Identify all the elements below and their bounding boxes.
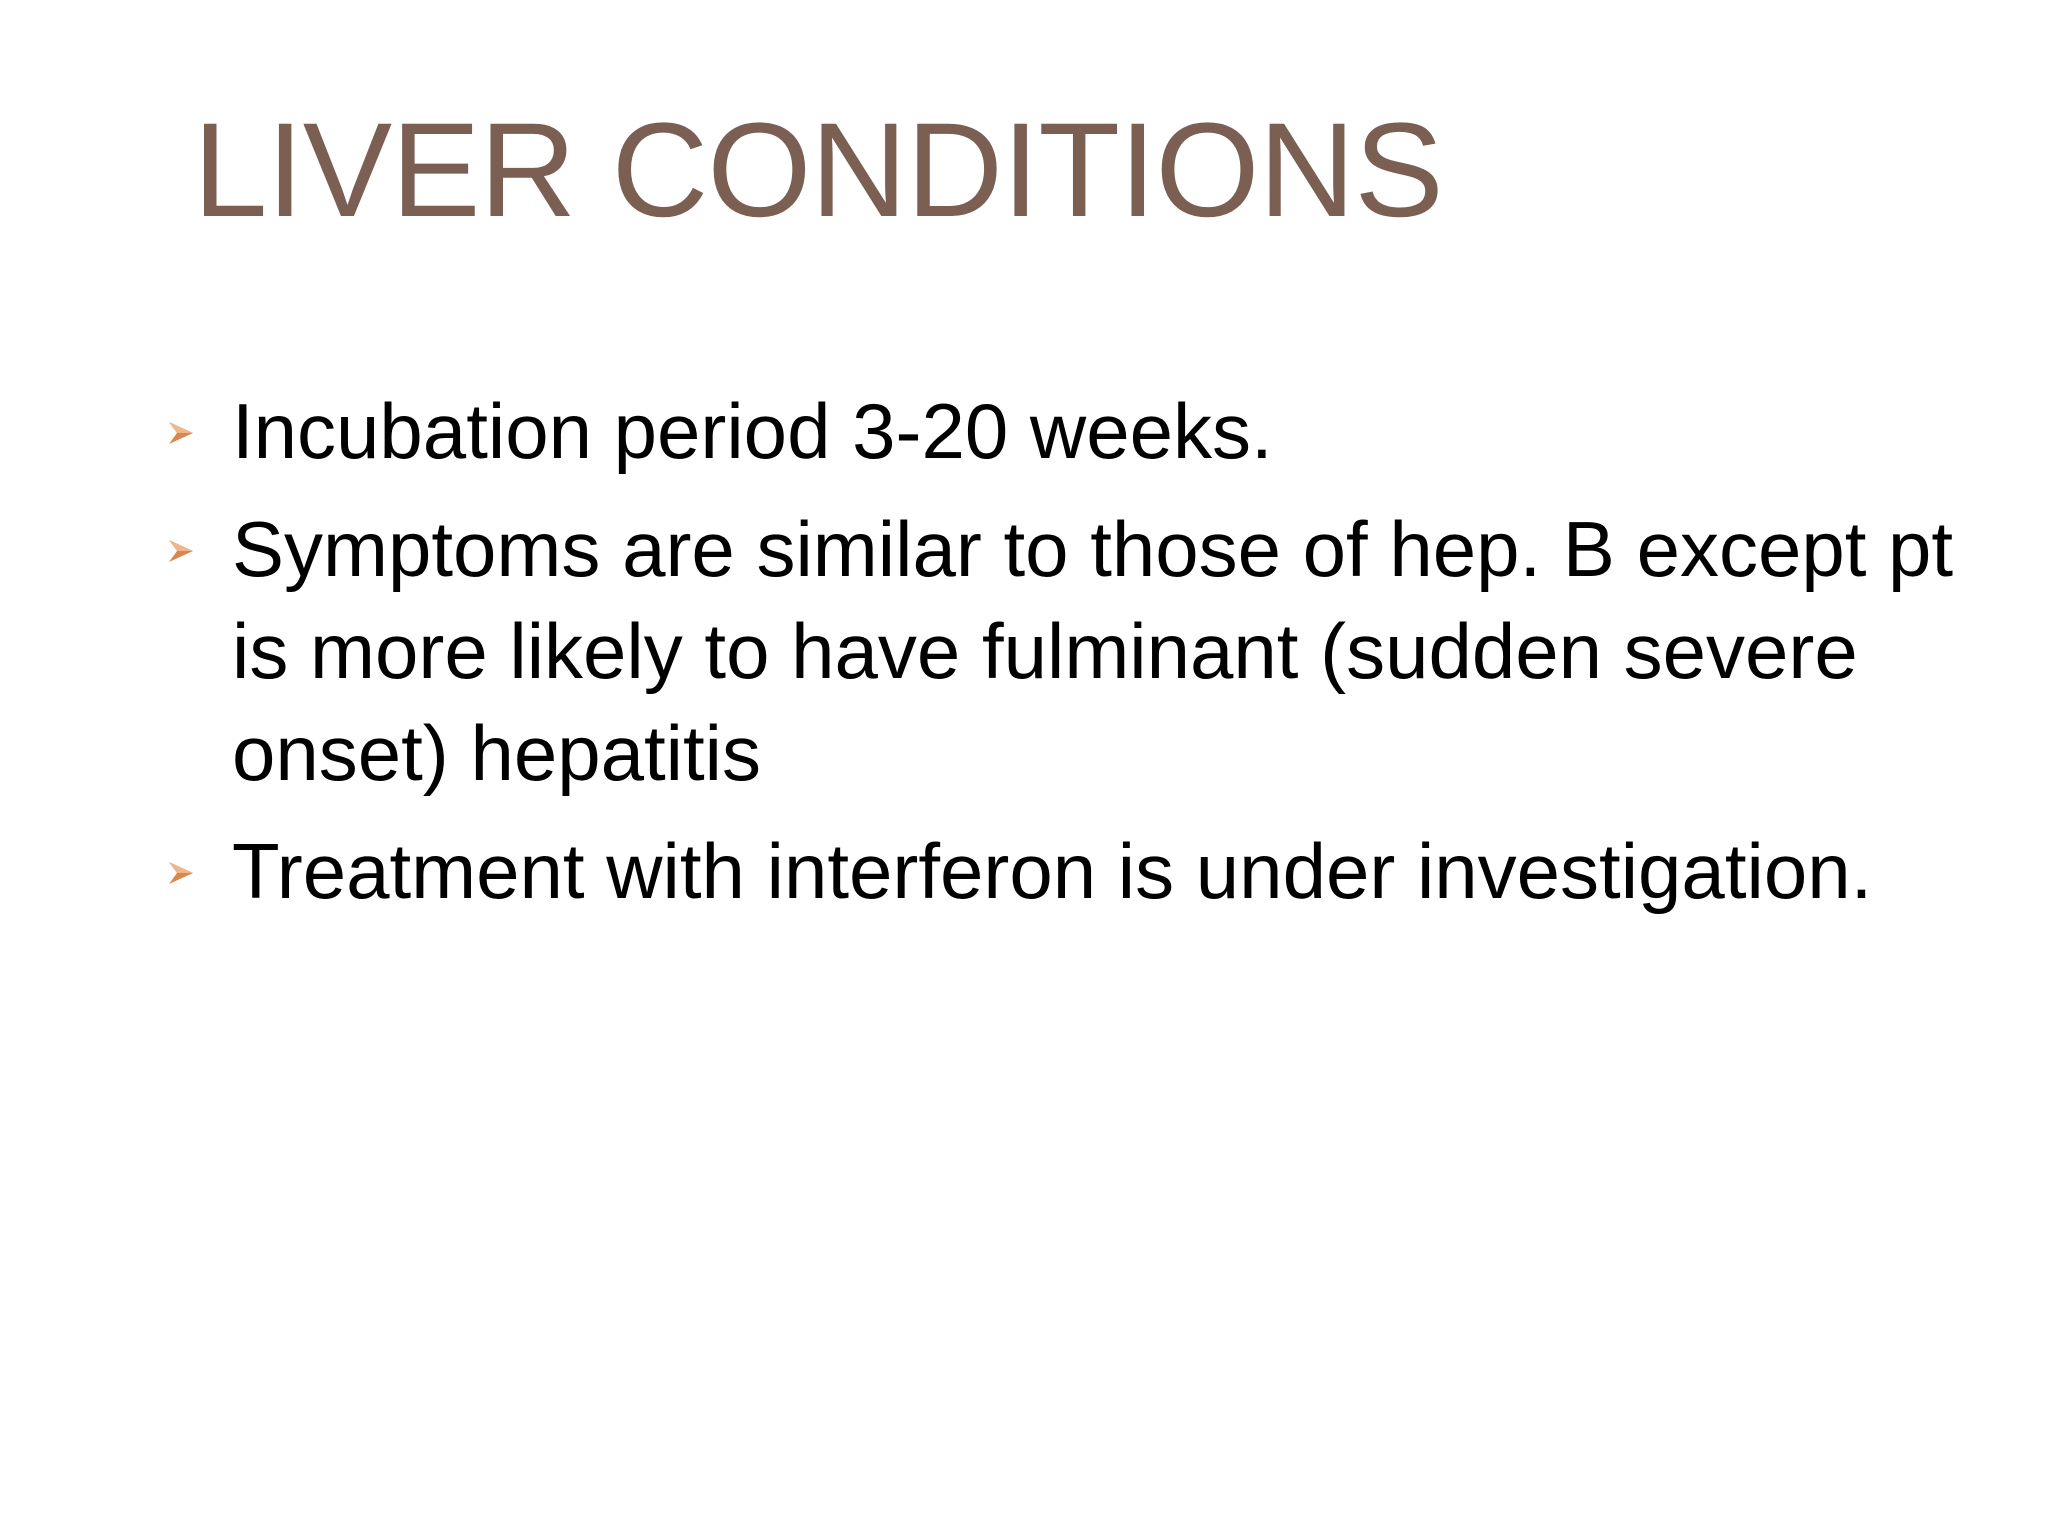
arrowhead-bullet-icon (166, 858, 196, 888)
arrowhead-bullet-icon (166, 536, 196, 566)
bullet-text: Symptoms are similar to those of hep. B except pt is more likely to have fulminant (sudden severe onset) hepatitis (232, 505, 1954, 797)
bullet-text: Treatment with interferon is under investigation. (232, 827, 1873, 915)
bullet-item (160, 380, 1980, 482)
arrowhead-bullet-icon (166, 418, 196, 448)
slide-title: LIVER CONDITIONS (193, 96, 1443, 245)
bullet-list (160, 380, 1980, 938)
bullet-item (160, 498, 1980, 804)
bullet-item (160, 820, 1980, 922)
bullet-text: Incubation period 3-20 weeks. (232, 387, 1273, 475)
